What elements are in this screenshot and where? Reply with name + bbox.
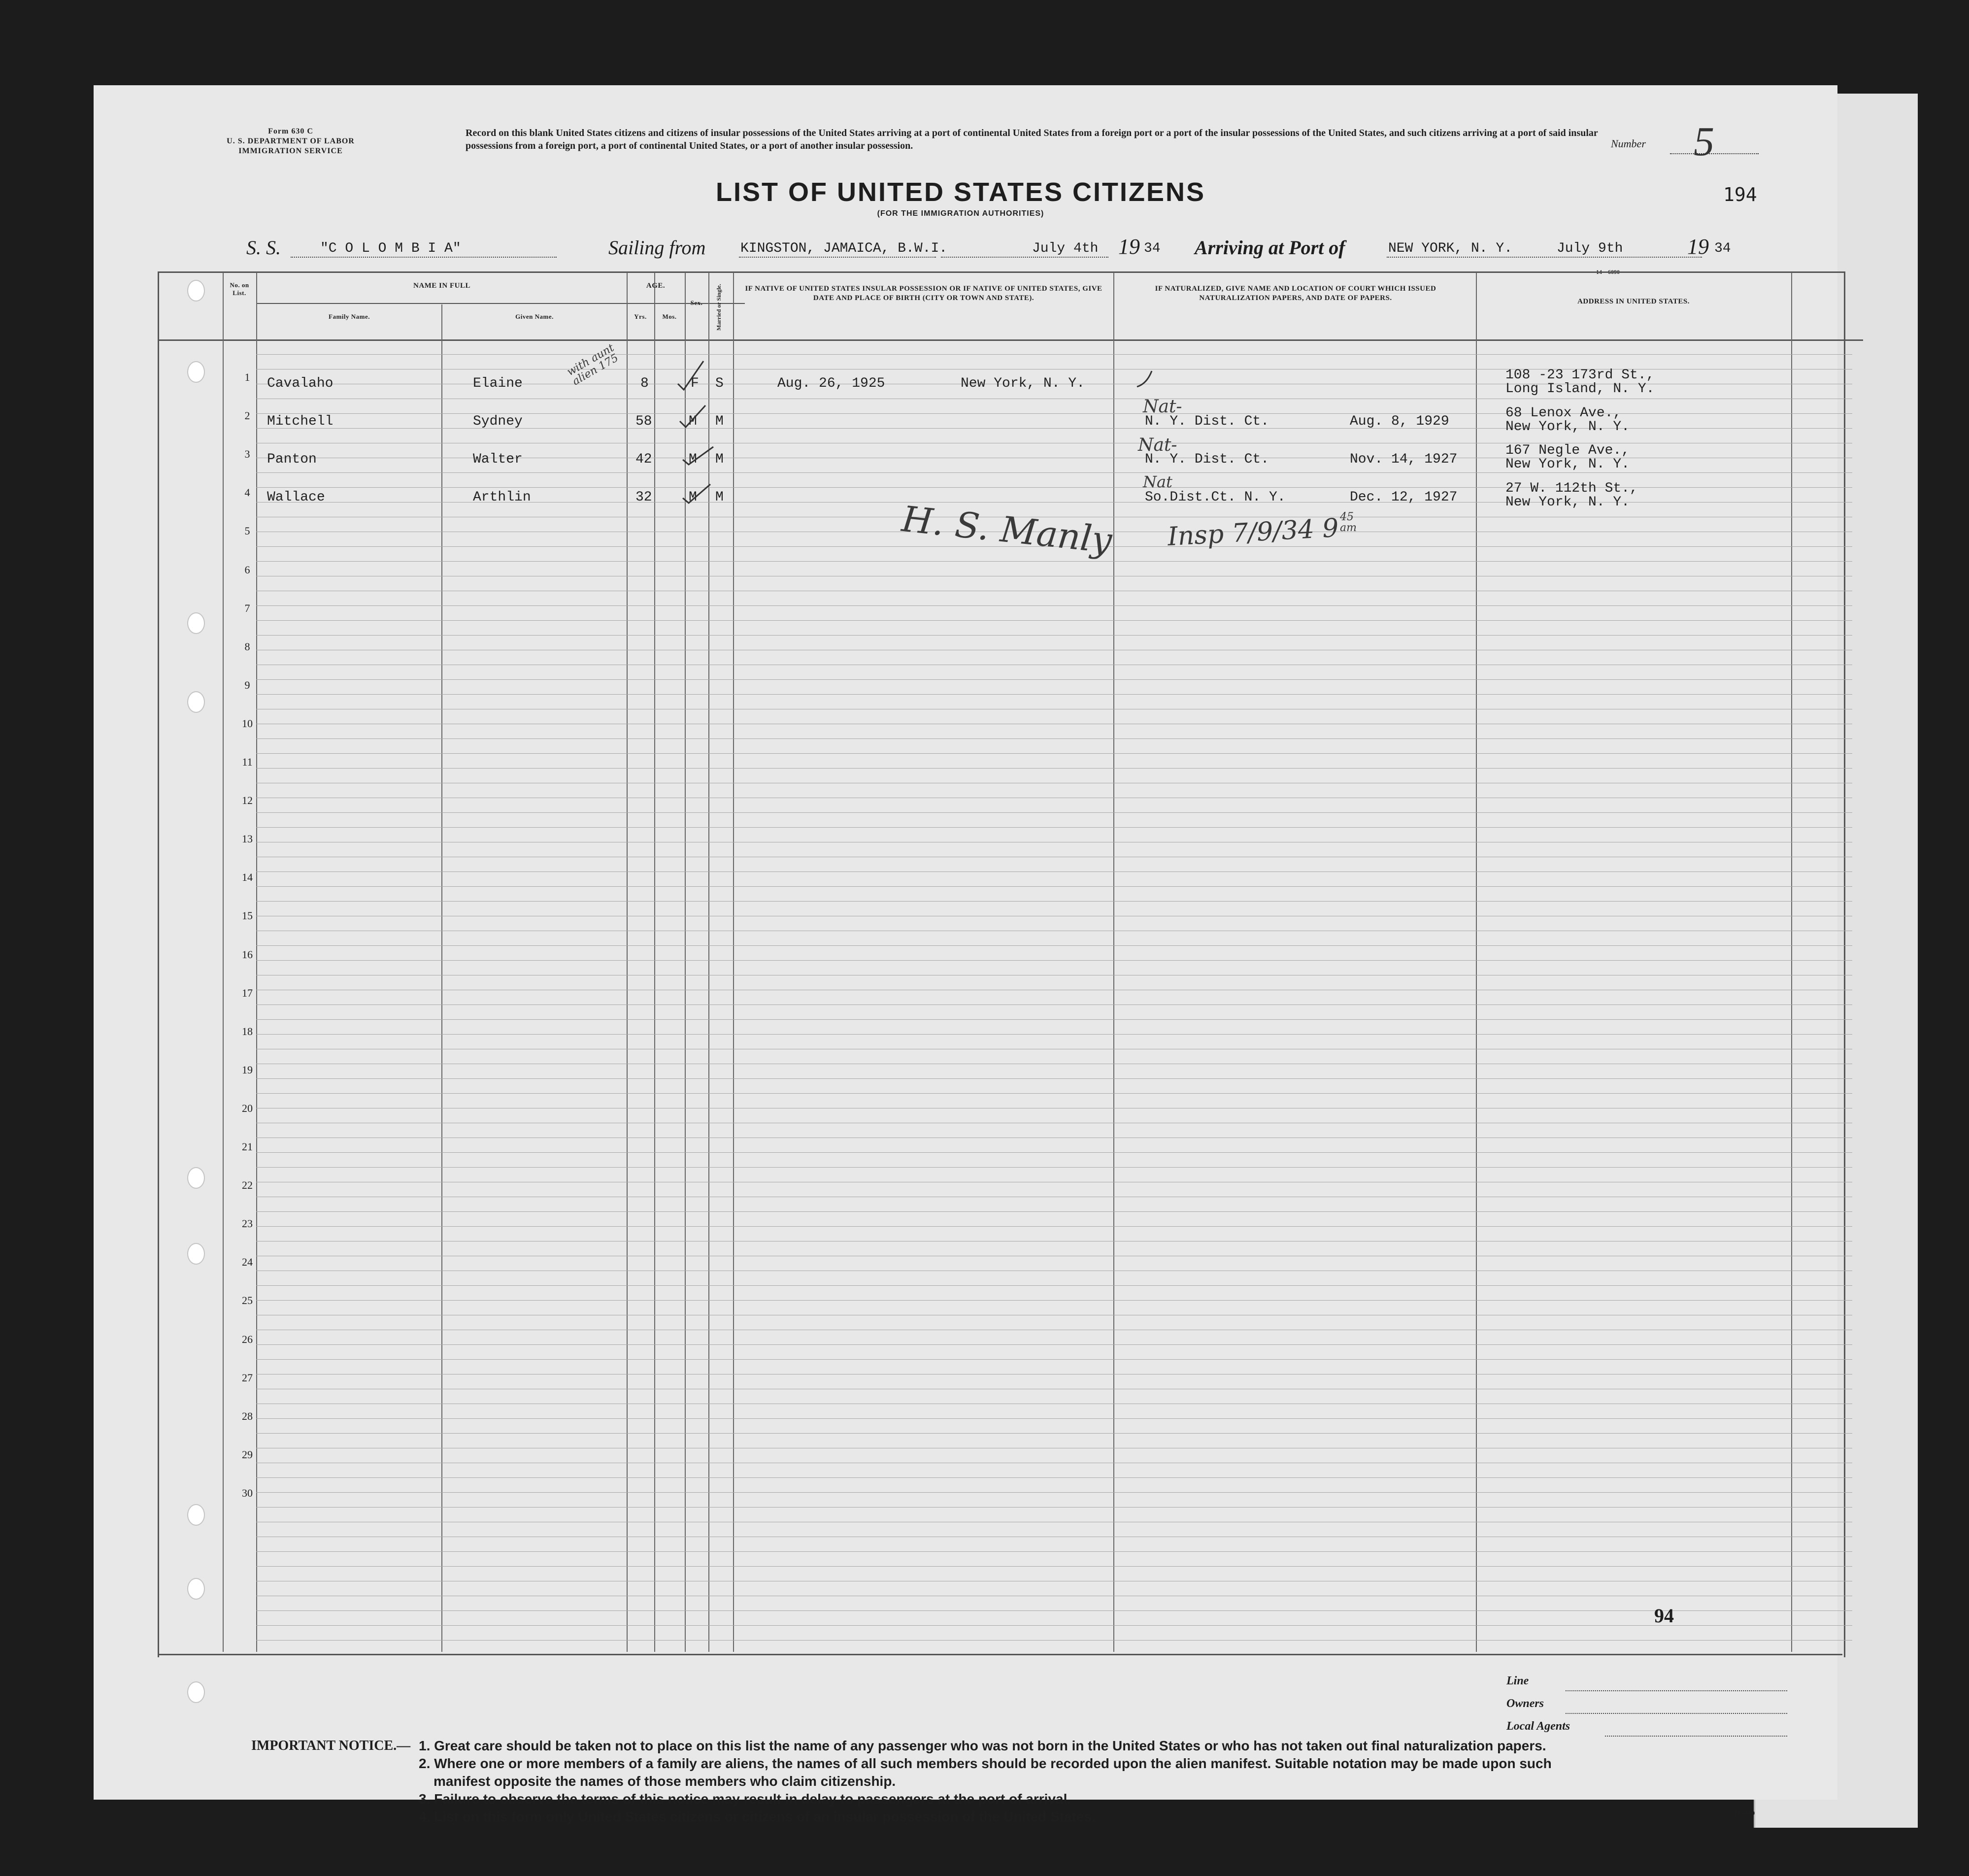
- address-line-2: Long Island, N. Y.: [1505, 381, 1655, 397]
- row-number: 27: [242, 1371, 253, 1384]
- address-line-1: 68 Lenox Ave.,: [1505, 405, 1622, 421]
- family-name: Panton: [267, 452, 317, 467]
- row-number: 12: [242, 794, 253, 807]
- binder-hole: [187, 691, 205, 713]
- col-header-mos: Mos.: [662, 313, 677, 320]
- row-number: 10: [242, 717, 253, 730]
- row-number: 19: [242, 1063, 253, 1076]
- age-years: 42: [635, 452, 652, 467]
- number-value: 5: [1694, 119, 1714, 165]
- arriving-year-prefix: 19: [1687, 234, 1709, 259]
- row-number: 29: [242, 1448, 253, 1461]
- marital-status: M: [715, 490, 724, 505]
- record-instruction: Record on this blank United States citizens and citizens of insular possessions of the United States arriving at a port of continental United States from a foreign port or a port of the insular possessions of the United States, and such citizens arriving at a port of said insular possessions from a foreign port, a port of continental United States, or a port of another insular possession.: [466, 128, 1598, 151]
- number-label: Number: [1611, 137, 1646, 150]
- sailing-date: July 4th: [1032, 241, 1099, 256]
- binder-hole: [187, 280, 205, 302]
- line-label: Line: [1506, 1675, 1529, 1687]
- checkmark: [680, 405, 705, 427]
- col-header-naturalized: IF NATURALIZED, GIVE NAME AND LOCATION OF COURT WHICH ISSUED NATURALIZATION PAPERS, AND DATE OF PAPERS.: [1155, 285, 1436, 302]
- address-line-2: New York, N. Y.: [1505, 495, 1630, 510]
- inspection-time: 45 am: [1340, 511, 1357, 534]
- row-number: 13: [242, 833, 253, 845]
- form-code-bottom: 14—600: [1734, 1809, 1755, 1816]
- address-line-1: 108 -23 173rd St.,: [1505, 368, 1655, 383]
- checkmarks: [94, 85, 1837, 1800]
- stamp-number: 194: [1723, 184, 1757, 205]
- row-number: 23: [242, 1217, 253, 1230]
- arriving-year: 34: [1714, 241, 1731, 256]
- agents-underline: [1605, 1736, 1787, 1737]
- handwritten-nat: Nat-: [1138, 435, 1177, 455]
- col-header-no: No. on List.: [230, 281, 249, 297]
- marital-status: S: [715, 376, 724, 391]
- line-underline: [1566, 1690, 1787, 1691]
- row-number: 17: [242, 986, 253, 999]
- line-field: [1506, 1675, 1787, 1692]
- checkmark: [683, 447, 713, 465]
- page-number: 94: [1654, 1605, 1674, 1627]
- sailing-from-port: KINGSTON, JAMAICA, B.W.I.: [740, 241, 948, 256]
- age-years: 32: [635, 490, 652, 505]
- age-years: 8: [640, 376, 649, 391]
- row-number: 15: [242, 909, 253, 922]
- binder-hole: [187, 1578, 205, 1600]
- col-header-married: Married or Single.: [715, 284, 722, 331]
- address-line-2: New York, N. Y.: [1505, 419, 1630, 435]
- address-line-1: 27 W. 112th St.,: [1505, 481, 1638, 496]
- row-number: 28: [242, 1409, 253, 1422]
- row-number: 5: [244, 525, 250, 537]
- row-number: 6: [244, 563, 250, 576]
- row-number: 3: [244, 448, 250, 461]
- family-name: Mitchell: [267, 414, 334, 429]
- pen-stroke: [1137, 371, 1152, 387]
- ss-label: S. S.: [246, 236, 281, 259]
- row-number: 18: [242, 1025, 253, 1038]
- col-header-age: AGE.: [646, 282, 666, 290]
- given-name: Walter: [473, 452, 523, 467]
- given-name: Elaine: [473, 376, 523, 391]
- row-number: 1: [244, 371, 250, 383]
- row-number: 7: [244, 602, 250, 614]
- footer-rule: [159, 1654, 1842, 1655]
- checkmark: [683, 484, 710, 503]
- sex: M: [689, 452, 697, 467]
- binder-hole: [187, 1504, 205, 1526]
- handwritten-nat: Nat-: [1143, 397, 1182, 417]
- arriving-label: Arriving at Port of: [1195, 236, 1345, 259]
- handwritten-nat: Nat: [1143, 472, 1172, 491]
- row-number: 24: [242, 1256, 253, 1269]
- sailing-year: 34: [1144, 241, 1161, 256]
- naturalization-court: N. Y. Dist. Ct.: [1145, 452, 1269, 467]
- form-code-top: 14—6090: [1596, 268, 1620, 275]
- binder-hole: [187, 612, 205, 634]
- service: IMMIGRATION SERVICE: [238, 147, 343, 155]
- page-subtitle: (FOR THE IMMIGRATION AUTHORITIES): [877, 209, 1044, 218]
- row-number: 4: [244, 486, 250, 499]
- address-line-1: 167 Negle Ave.,: [1505, 443, 1630, 458]
- row-number: 20: [242, 1102, 253, 1114]
- binder-hole: [187, 1681, 205, 1703]
- family-name: Cavalaho: [267, 376, 334, 391]
- checkmark: [678, 361, 703, 390]
- sailing-from-label: Sailing from: [608, 236, 706, 259]
- family-name: Wallace: [267, 490, 325, 505]
- col-header-sex: Sex.: [690, 299, 703, 306]
- notice-item-3: 3. Failure to observe the terms of this notice may result in delay to passengers at the port of arrival.: [419, 1791, 1071, 1807]
- age-years: 58: [635, 414, 652, 429]
- notice-item-1: 1. Great care should be taken not to place on this list the name of any passenger who was not born in the United States or who has not taken out final naturalization papers.: [419, 1738, 1546, 1753]
- binder-hole: [187, 1167, 205, 1189]
- address-line-2: New York, N. Y.: [1505, 457, 1630, 472]
- owners-label: Owners: [1506, 1697, 1544, 1710]
- row-number: 22: [242, 1179, 253, 1192]
- notice-lead: IMPORTANT NOTICE.—: [251, 1738, 411, 1753]
- given-name: Sydney: [473, 414, 523, 429]
- binder-hole: [187, 361, 205, 383]
- owners-underline: [1566, 1713, 1787, 1714]
- notice-item-2-cont: manifest opposite the names of those members who claim citizenship.: [434, 1774, 896, 1789]
- papers-date: Nov. 14, 1927: [1350, 452, 1458, 467]
- row-number: 25: [242, 1294, 253, 1307]
- sailing-year-prefix: 19: [1118, 234, 1140, 259]
- col-header-given: Given Name.: [515, 313, 554, 320]
- naturalization-court: So.Dist.Ct. N. Y.: [1145, 490, 1286, 505]
- sex: M: [689, 414, 697, 429]
- naturalization-court: N. Y. Dist. Ct.: [1145, 414, 1269, 429]
- row-number: 11: [242, 756, 253, 768]
- inspector-signature: H. S. Manly: [900, 498, 1114, 562]
- col-header-name: NAME IN FULL: [413, 282, 470, 290]
- row-number: 26: [242, 1333, 253, 1345]
- col-header-address: ADDRESS IN UNITED STATES.: [1577, 298, 1690, 305]
- birth-place: New York, N. Y.: [961, 376, 1085, 391]
- row-number: 14: [242, 871, 253, 884]
- birth-date: Aug. 26, 1925: [777, 376, 885, 391]
- form-number: Form 630 C: [268, 127, 313, 135]
- notice-item-2: 2. Where one or more members of a family are aliens, the names of all such members should be recorded upon the alien manifest. Suitable notation may be made upon such: [419, 1756, 1552, 1771]
- ship-name: "C O L O M B I A": [320, 241, 461, 256]
- marital-status: M: [715, 452, 724, 467]
- sex: M: [689, 490, 697, 505]
- agents-label: Local Agents: [1506, 1720, 1570, 1733]
- department: U. S. DEPARTMENT OF LABOR: [227, 137, 355, 145]
- sex: F: [691, 376, 699, 391]
- binder-hole: [187, 1243, 205, 1265]
- notice-item-4: 4. List on this form only United States citizens or citizens of an insular possession of the United States.: [419, 1809, 1096, 1824]
- manifest-page: [94, 85, 1837, 1824]
- col-header-birth: IF NATIVE OF UNITED STATES INSULAR POSSESSION OR IF NATIVE OF UNITED STATES, GIVE DATE AND PLACE OF BIRTH (CITY OR TOWN AND STATE).: [745, 285, 1102, 302]
- row-number: 16: [242, 948, 253, 961]
- owners-field: [1506, 1697, 1787, 1715]
- arriving-date: July 9th: [1557, 241, 1623, 256]
- inspection-note: Insp 7/9/34 9: [1167, 513, 1339, 552]
- margin-note: with aunt alien 175: [565, 341, 621, 388]
- given-name: Arthlin: [473, 490, 531, 505]
- row-number: 21: [242, 1140, 253, 1153]
- col-header-family: Family Name.: [329, 313, 370, 320]
- agents-field: [1506, 1720, 1787, 1738]
- row-number: 9: [244, 678, 250, 691]
- papers-date: Aug. 8, 1929: [1350, 414, 1449, 429]
- col-header-yrs: Yrs.: [634, 313, 647, 320]
- page-title: LIST OF UNITED STATES CITIZENS: [716, 177, 1205, 207]
- papers-date: Dec. 12, 1927: [1350, 490, 1458, 505]
- arriving-port: NEW YORK, N. Y.: [1388, 241, 1513, 256]
- marital-status: M: [715, 414, 724, 429]
- row-number: 30: [242, 1486, 253, 1499]
- row-number: 2: [244, 409, 250, 422]
- row-number: 8: [244, 640, 250, 653]
